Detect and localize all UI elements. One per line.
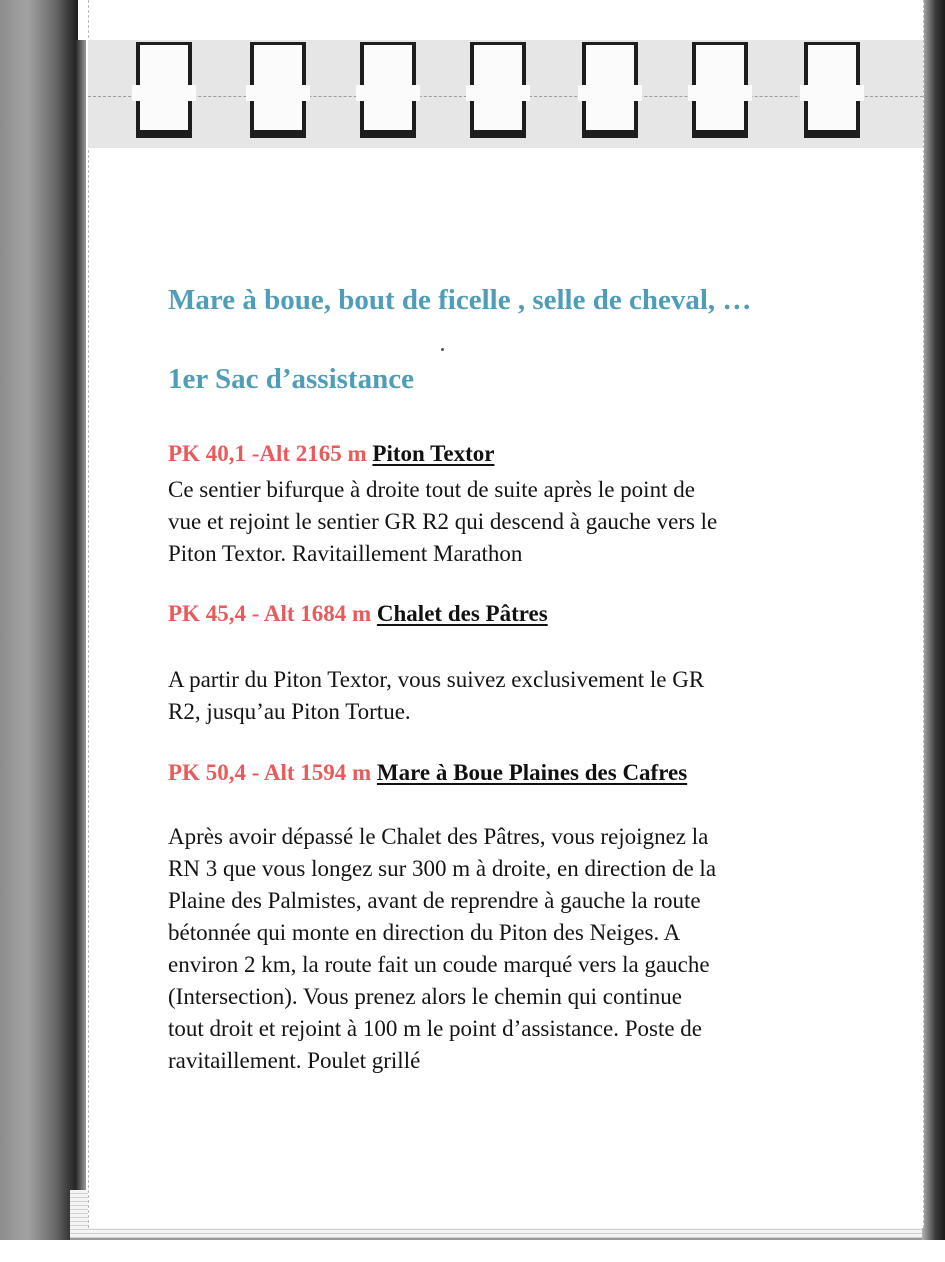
paragraph-line: (Intersection). Vous prenez alors le chemin qui continue — [168, 984, 682, 1009]
section-heading — [168, 760, 687, 786]
page-subtitle: 1er Sac d’assistance — [168, 363, 414, 395]
binding-ring — [804, 42, 860, 138]
binding-ring — [470, 42, 526, 138]
paragraph-line: tout droit et rejoint à 100 m le point d’assistance. Poste de — [168, 1016, 703, 1041]
page-title: Mare à boue, bout de ficelle , selle de cheval, … — [168, 284, 752, 316]
binding-ring — [136, 42, 192, 138]
section-heading — [168, 601, 548, 627]
paragraph-line: Après avoir dépassé le Chalet des Pâtres, vous rejoignez la — [168, 824, 709, 849]
paragraph-line: Piton Textor. Ravitaillement Marathon — [168, 541, 523, 566]
section-heading — [168, 441, 494, 467]
paragraph-line: Plaine des Palmistes, avant de reprendre à gauche la route — [168, 888, 701, 913]
binding-ring — [692, 42, 748, 138]
place-name: Chalet des Pâtres — [376, 601, 548, 626]
paragraph-line: environ 2 km, la route fait un coude marqué vers la gauche — [168, 952, 710, 977]
binding-ring — [360, 42, 416, 138]
pk-altitude: PK 40,1 -Alt 2165 m — [168, 441, 367, 466]
ring-binding — [88, 40, 923, 148]
paragraph-line: R2, jusqu’au Piton Tortue. — [168, 699, 411, 724]
section-paragraph — [168, 821, 858, 1077]
binder-right-edge — [921, 0, 945, 1240]
paragraph-line: Ce sentier bifurque à droite tout de suite après le point de — [168, 477, 695, 502]
place-name: Piton Textor — [372, 441, 495, 466]
paragraph-line: bétonnée qui monte en direction du Piton des Neiges. A — [168, 920, 681, 945]
speck — [441, 348, 444, 351]
pk-altitude: PK 45,4 - Alt 1684 m — [168, 601, 372, 626]
pk-altitude: PK 50,4 - Alt 1594 m — [168, 760, 372, 785]
binding-ring — [582, 42, 638, 138]
paragraph-line: A partir du Piton Textor, vous suivez exclusivement le GR — [168, 667, 705, 692]
binder-left-edge — [0, 0, 78, 1240]
paragraph-line: ravitaillement. Poulet grillé — [168, 1048, 421, 1073]
section-paragraph — [168, 474, 858, 570]
section-paragraph — [168, 664, 858, 728]
binding-ring — [250, 42, 306, 138]
paragraph-line: RN 3 que vous longez sur 300 m à droite, en direction de la — [168, 856, 717, 881]
paragraph-line: vue et rejoint le sentier GR R2 qui descend à gauche vers le — [168, 509, 718, 534]
place-name: Mare à Boue Plaines des Cafres — [376, 760, 688, 785]
